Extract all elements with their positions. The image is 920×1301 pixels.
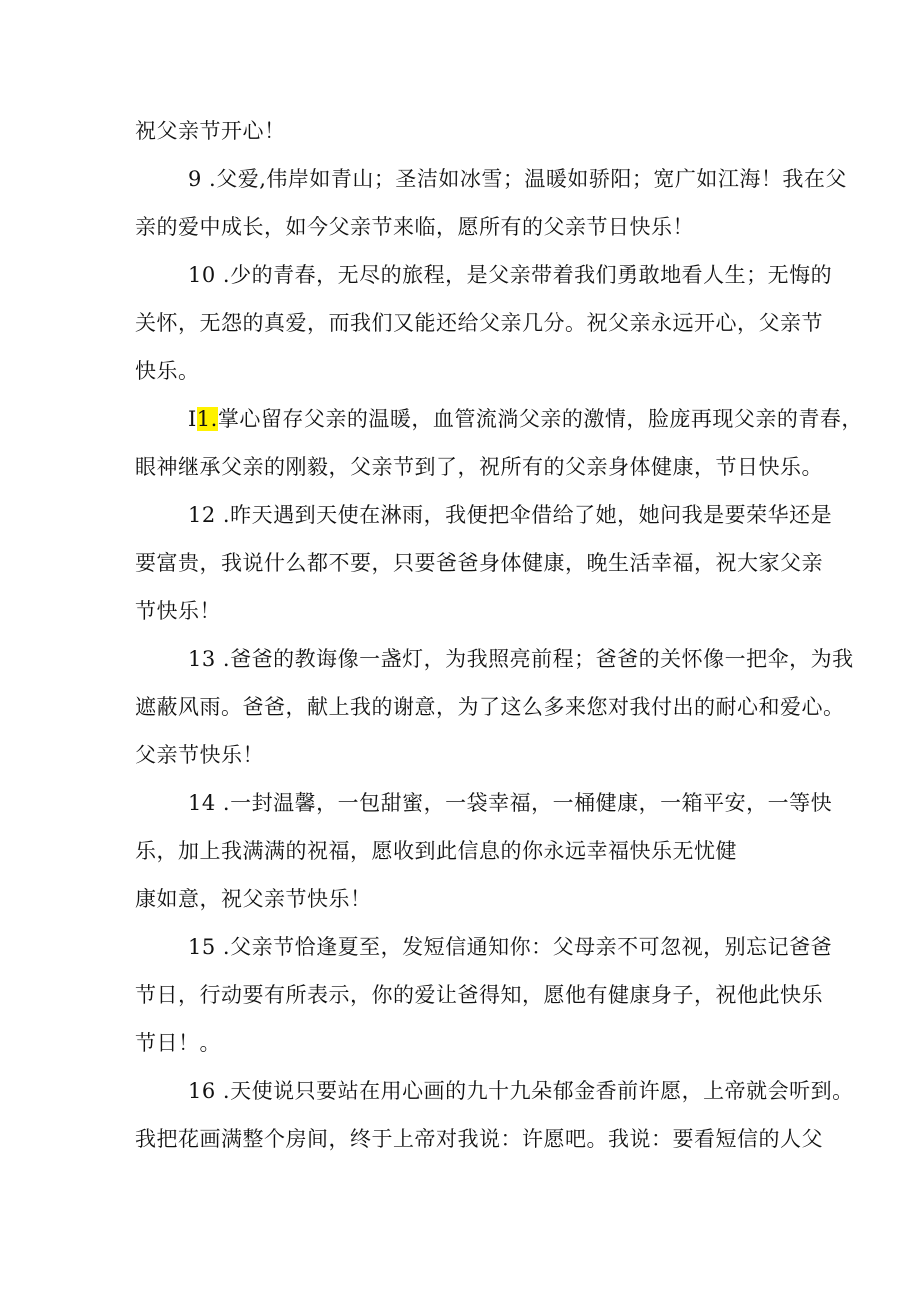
item-11-prefix: I bbox=[188, 407, 197, 431]
text-line: 15 .父亲节恰逢夏至，发短信通知你：父母亲不可忽视，别忘记爸爸 bbox=[188, 935, 833, 959]
highlighted-marker: 1. bbox=[196, 407, 218, 431]
text-line: 父亲节快乐！ bbox=[135, 743, 264, 767]
text-line: 节快乐！ bbox=[135, 599, 221, 623]
item-11-line bbox=[188, 404, 863, 434]
text-line: 14 .一封温馨，一包甜蜜，一袋幸福，一桶健康，一箱平安，一等快 bbox=[188, 791, 833, 815]
text-line: 要富贵，我说什么都不要，只要爸爸身体健康，晚生活幸福，祝大家父亲 bbox=[135, 551, 823, 575]
text-line: 掌心留存父亲的温暖，血管流淌父亲的激情，脸庞再现父亲的青春， bbox=[217, 407, 863, 431]
text-line: 乐，加上我满满的祝福，愿收到此信息的你永远幸福快乐无忧健 bbox=[135, 839, 737, 863]
text-line: 关怀，无怨的真爱，而我们又能还给父亲几分。祝父亲永远开心，父亲节 bbox=[135, 311, 823, 335]
text-line: 10 .少的青春，无尽的旅程，是父亲带着我们勇敢地看人生；无悔的 bbox=[188, 263, 833, 287]
text-line: 快乐。 bbox=[135, 359, 200, 383]
text-line: 12 .昨天遇到天使在淋雨，我便把伞借给了她，她问我是要荣华还是 bbox=[188, 503, 833, 527]
text-line: 遮蔽风雨。爸爸，献上我的谢意，为了这么多来您对我付出的耐心和爱心。 bbox=[135, 695, 845, 719]
text-line: 节日！。 bbox=[135, 1031, 221, 1055]
text-line: 眼神继承父亲的刚毅，父亲节到了，祝所有的父亲身体健康，节日快乐。 bbox=[135, 455, 823, 479]
text-line: 康如意，祝父亲节快乐！ bbox=[135, 887, 372, 911]
text-line: 节日，行动要有所表示，你的爱让爸得知，愿他有健康身子，祝他此快乐 bbox=[135, 983, 823, 1007]
text-line: 13 .爸爸的教诲像一盏灯，为我照亮前程；爸爸的关怀像一把伞，为我 bbox=[188, 647, 854, 671]
text-line: 亲的爱中成长，如今父亲节来临，愿所有的父亲节日快乐！ bbox=[135, 215, 694, 239]
text-line: 祝父亲节开心！ bbox=[135, 119, 286, 143]
text-line: 16 .天使说只要站在用心画的九十九朵郁金香前许愿，上帝就会听到。 bbox=[188, 1079, 854, 1103]
text-line: 9 .父爱,伟岸如青山；圣洁如冰雪；温暖如骄阳；宽广如江海！我在父 bbox=[188, 167, 847, 191]
text-line: 我把花画满整个房间，终于上帝对我说：许愿吧。我说：要看短信的人父 bbox=[135, 1127, 823, 1151]
